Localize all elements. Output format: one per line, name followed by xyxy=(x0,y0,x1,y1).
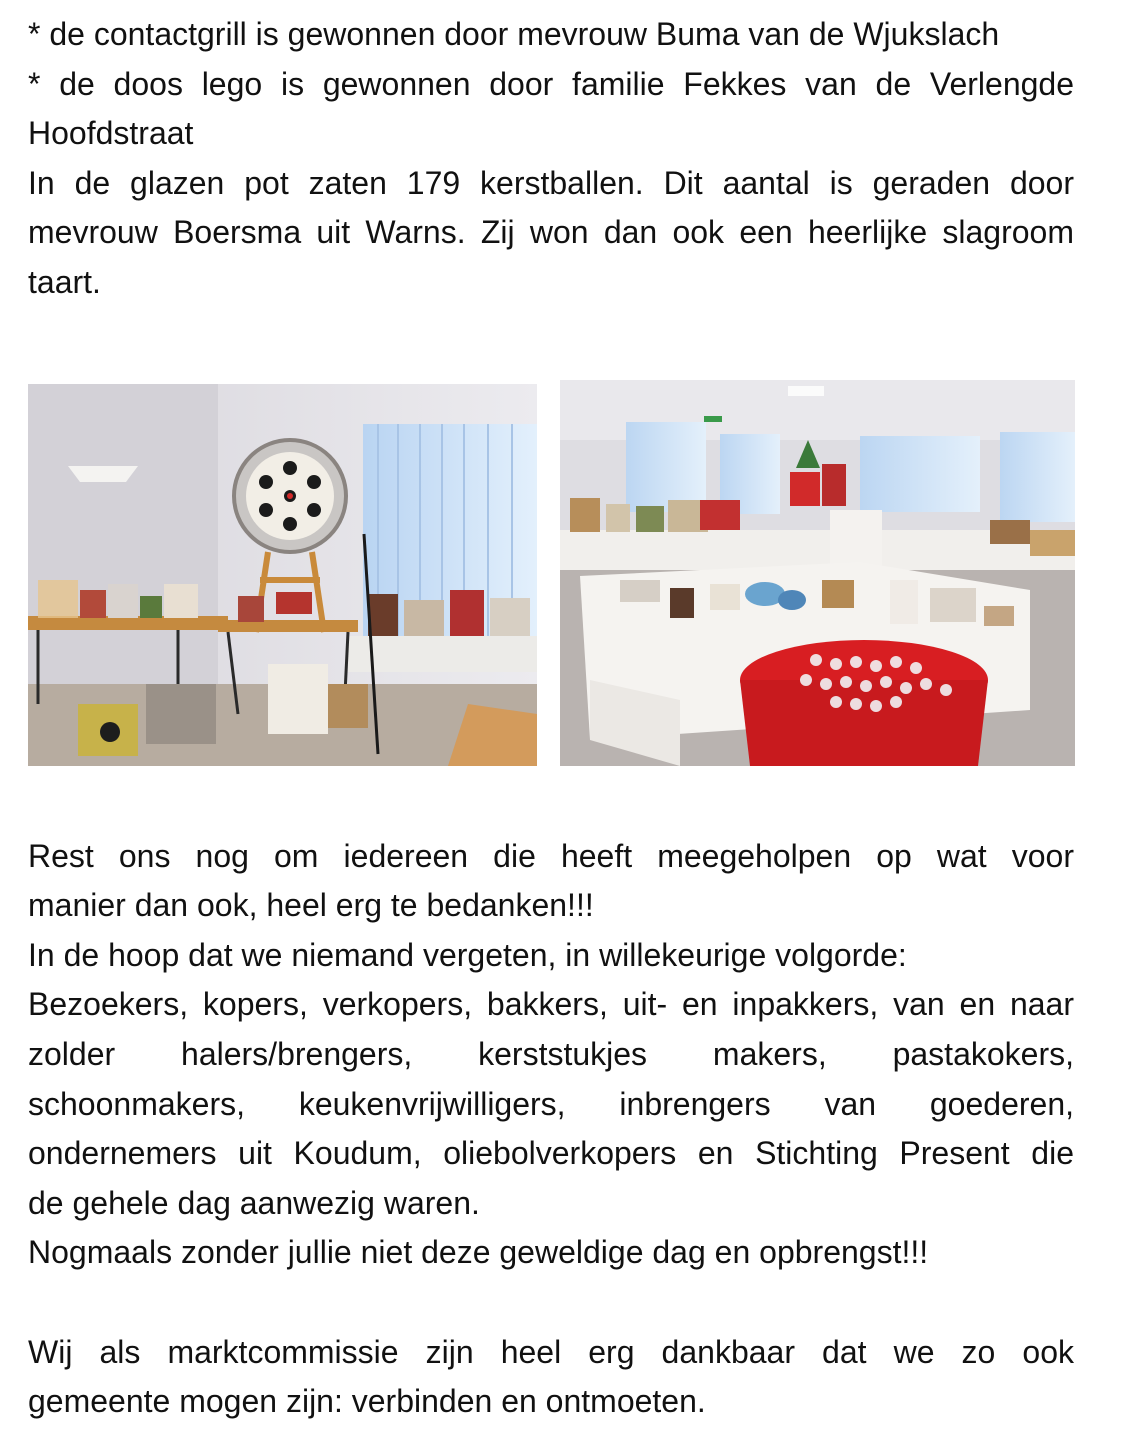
thanks-line-3: In de hoop dat we niemand vergeten, in willekeurige volgorde: xyxy=(28,936,907,973)
photo-market-hall xyxy=(560,380,1075,766)
jar-line-3: taart. xyxy=(28,263,101,300)
thanks-line-8: de gehele dag aanwezig waren. xyxy=(28,1184,480,1221)
prize-line-contactgrill: * de contactgrill is gewonnen door mevrouw Buma van de Wjukslach xyxy=(28,16,1000,52)
photo-row xyxy=(28,378,1074,778)
closing-line-1: Wij als marktcommissie zijn heel erg dankbaar dat we zo ook xyxy=(28,1333,1074,1370)
thanks-line-6: schoonmakers, keukenvrijwilligers, inbrengers van goederen, xyxy=(28,1085,1074,1122)
jar-line-1: In de glazen pot zaten 179 kerstballen. Dit aantal is geraden door xyxy=(28,164,1074,201)
thanks-line-5: zolder halers/brengers, kerststukjes makers, pastakokers, xyxy=(28,1035,1074,1072)
thanks-line-7: ondernemers uit Koudum, oliebolverkopers en Stichting Present die xyxy=(28,1135,1074,1172)
document-page xyxy=(28,10,1074,1427)
thanks-line-2: manier dan ook, heel erg te bedanken!!! xyxy=(28,887,594,924)
photo-prize-wheel-room xyxy=(28,384,537,766)
closing-line-2: gemeente mogen zijn: verbinden en ontmoeten. xyxy=(28,1383,706,1420)
prize-line-lego: * de doos lego is gewonnen door familie Fekkes van de Verlengde xyxy=(28,65,1074,102)
thanks-line-4: Bezoekers, kopers, verkopers, bakkers, uit- en inpakkers, van en naar xyxy=(28,986,1074,1023)
thanks-line-1: Rest ons nog om iedereen die heeft meegeholpen op wat voor xyxy=(28,837,1074,874)
thanks-line-9: Nogmaals zonder jullie niet deze geweldige dag en opbrengst!!! xyxy=(28,1234,929,1271)
jar-line-2: mevrouw Boersma uit Warns. Zij won dan ook een heerlijke slagroom xyxy=(28,214,1074,251)
prize-line-lego-cont: Hoofdstraat xyxy=(28,115,194,152)
